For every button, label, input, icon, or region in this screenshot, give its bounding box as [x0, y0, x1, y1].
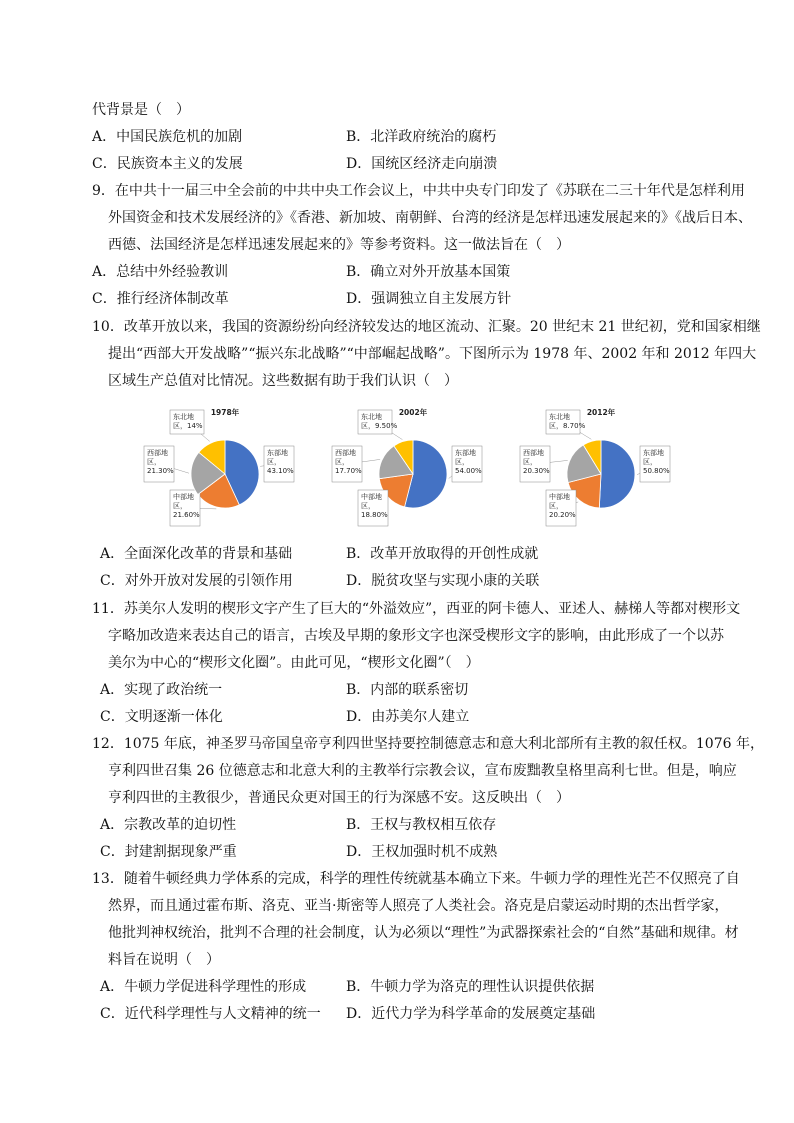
slice-label-northeast-1978: 区，14% [173, 422, 203, 430]
q11-option-b: B．内部的联系密切 [346, 682, 469, 698]
slice-label-west-2012: 20.30% [523, 467, 550, 475]
slice-label-east-2012: 区， [643, 458, 657, 466]
q9-option-b: B．确立对外开放基本国策 [346, 264, 511, 280]
slice-label-central-1978: 21.60% [173, 511, 200, 519]
q11-line-2: 字略加改造来表达自己的语言，古埃及早期的象形文字也深受楔形文字的影响，由此形成了一个以苏 [108, 628, 724, 644]
slice-label-west-1978: 区， [147, 458, 161, 466]
pie-charts-figure [140, 402, 670, 532]
slice-label-east-2002: 东部地 [455, 449, 476, 457]
q11-line-1: 11．苏美尔人发明的楔形文字产生了巨大的“外溢效应”，西亚的阿卡德人、亚述人、赫梯人等都对楔形文 [92, 601, 741, 617]
q13-line-2: 然界，而且通过霍布斯、洛克、亚当·斯密等人照亮了人类社会。洛克是启蒙运动时期的杰出哲学家， [108, 898, 729, 914]
slice-label-central-1978: 中部地 [173, 493, 194, 501]
q12-line-2: 亨利四世召集 26 位德意志和北意大利的主教举行宗教会议，宣布废黜教皇格里高利七世。但是，响应 [108, 763, 737, 779]
slice-label-west-2002: 17.70% [335, 467, 362, 475]
q9-option-c: C．推行经济体制改革 [92, 291, 229, 307]
q13-option-a: A．牛顿力学促进科学理性的形成 [100, 979, 307, 995]
q13-line-3: 他批判神权统治，批判不合理的社会制度，认为必须以“理性”为武器探索社会的“自然”基础和规律。材 [108, 925, 739, 941]
slice-label-northeast-1978: 东北地 [173, 413, 194, 421]
q10-option-d: D．脱贫攻坚与实现小康的关联 [346, 573, 540, 589]
slice-label-central-1978: 区， [173, 502, 187, 510]
q10-line-1: 10．改革开放以来，我国的资源纷纷向经济较发达的地区流动、汇聚。20 世纪末 21 世纪初，党和国家相继 [92, 319, 761, 335]
q10-line-2: 提出“西部大开发战略”“振兴东北战略”“中部崛起战略”。下图所示为 1978 年、2002 年和 2012 年四大 [108, 346, 757, 362]
pie-slice-east-2012 [599, 440, 635, 508]
q9-line-3: 西德、法国经济是怎样迅速发展起来的》等参考资料。这一做法旨在（ ） [108, 237, 570, 253]
q9-option-d: D．强调独立自主发展方针 [346, 291, 512, 307]
slice-label-west-2002: 西部地 [335, 449, 356, 457]
q13-option-c: C．近代科学理性与人文精神的统一 [100, 1006, 321, 1022]
slice-label-east-2012: 东部地 [643, 449, 664, 457]
slice-label-west-1978: 西部地 [147, 449, 168, 457]
q8-option-d: D．国统区经济走向崩溃 [346, 156, 498, 172]
slice-label-central-2012: 中部地 [549, 493, 570, 501]
pie-chart-2002 [328, 402, 498, 532]
q11-option-c: C．文明逐渐一体化 [100, 709, 223, 725]
chart-title-2012: 2012年 [586, 408, 616, 417]
slice-label-central-2002: 中部地 [361, 493, 382, 501]
q8-option-b: B．北洋政府统治的腐朽 [346, 129, 497, 145]
q9-line-1: 9．在中共十一届三中全会前的中共中央工作会议上，中共中央专门印发了《苏联在二三十年代是怎样利用 [92, 183, 745, 199]
slice-label-east-2012: 50.80% [643, 467, 670, 475]
slice-label-west-2002: 区， [335, 458, 349, 466]
slice-label-central-2012: 区， [549, 502, 563, 510]
q10-line-3: 区域生产总值对比情况。这些数据有助于我们认识（ ） [108, 373, 458, 389]
slice-label-east-1978: 东部地 [267, 449, 288, 457]
pie-chart-2012 [516, 402, 686, 532]
slice-label-northeast-2012: 区，8.70% [549, 422, 586, 430]
slice-label-east-2002: 区， [455, 458, 469, 466]
q11-option-d: D．由苏美尔人建立 [346, 709, 470, 725]
q11-option-a: A．实现了政治统一 [100, 682, 223, 698]
q8-text-tail: 代背景是（ ） [92, 102, 190, 118]
q13-option-d: D．近代力学为科学革命的发展奠定基础 [346, 1006, 596, 1022]
q9-option-a: A．总结中外经验教训 [92, 264, 229, 280]
slice-label-central-2012: 20.20% [549, 511, 576, 519]
slice-label-northeast-2012: 东北地 [549, 413, 570, 421]
slice-label-west-2012: 区， [523, 458, 537, 466]
q13-option-b: B．牛顿力学为洛克的理性认识提供依据 [346, 979, 595, 995]
slice-label-northeast-2002: 东北地 [361, 413, 382, 421]
q12-line-3: 亨利四世的主教很少，普通民众更对国王的行为深感不安。这反映出（ ） [108, 790, 570, 806]
q12-option-a: A．宗教改革的迫切性 [100, 817, 237, 833]
slice-label-east-1978: 43.10% [267, 467, 294, 475]
q13-line-1: 13．随着牛顿经典力学体系的完成，科学的理性传统就基本确立下来。牛顿力学的理性光芒不仅照亮了自 [92, 871, 740, 887]
slice-label-west-2012: 西部地 [523, 449, 544, 457]
q12-option-d: D．王权加强时机不成熟 [346, 844, 498, 860]
q10-option-b: B．改革开放取得的开创性成就 [346, 546, 539, 562]
q10-option-c: C．对外开放对发展的引领作用 [100, 573, 293, 589]
slice-label-west-1978: 21.30% [147, 467, 174, 475]
slice-label-central-2002: 区， [361, 502, 375, 510]
pie-chart-1978 [140, 402, 310, 532]
q11-line-3: 美尔为中心的“楔形文化圈”。由此可见，“楔形文化圈”（ ） [108, 655, 480, 671]
q12-line-1: 12．1075 年底，神圣罗马帝国皇帝亨利四世坚持要控制德意志和意大利北部所有主教的叙任权。1076 年， [92, 736, 764, 752]
q12-option-c: C．封建割据现象严重 [100, 844, 237, 860]
q8-option-a: A．中国民族危机的加剧 [92, 129, 243, 145]
slice-label-central-2002: 18.80% [361, 511, 388, 519]
slice-label-east-2002: 54.00% [455, 467, 482, 475]
q10-option-a: A．全面深化改革的背景和基础 [100, 546, 293, 562]
q9-line-2: 外国资金和技术发展经济的》《香港、新加坡、南朝鲜、台湾的经济是怎样迅速发展起来的》《战后日本、 [108, 210, 752, 226]
slice-label-east-1978: 区， [267, 458, 281, 466]
q8-option-c: C．民族资本主义的发展 [92, 156, 243, 172]
chart-title-1978: 1978年 [210, 408, 240, 417]
q12-option-b: B．王权与教权相互依存 [346, 817, 497, 833]
q13-line-4: 料旨在说明（ ） [108, 952, 220, 968]
chart-title-2002: 2002年 [398, 408, 428, 417]
slice-label-northeast-2002: 区，9.50% [361, 422, 398, 430]
